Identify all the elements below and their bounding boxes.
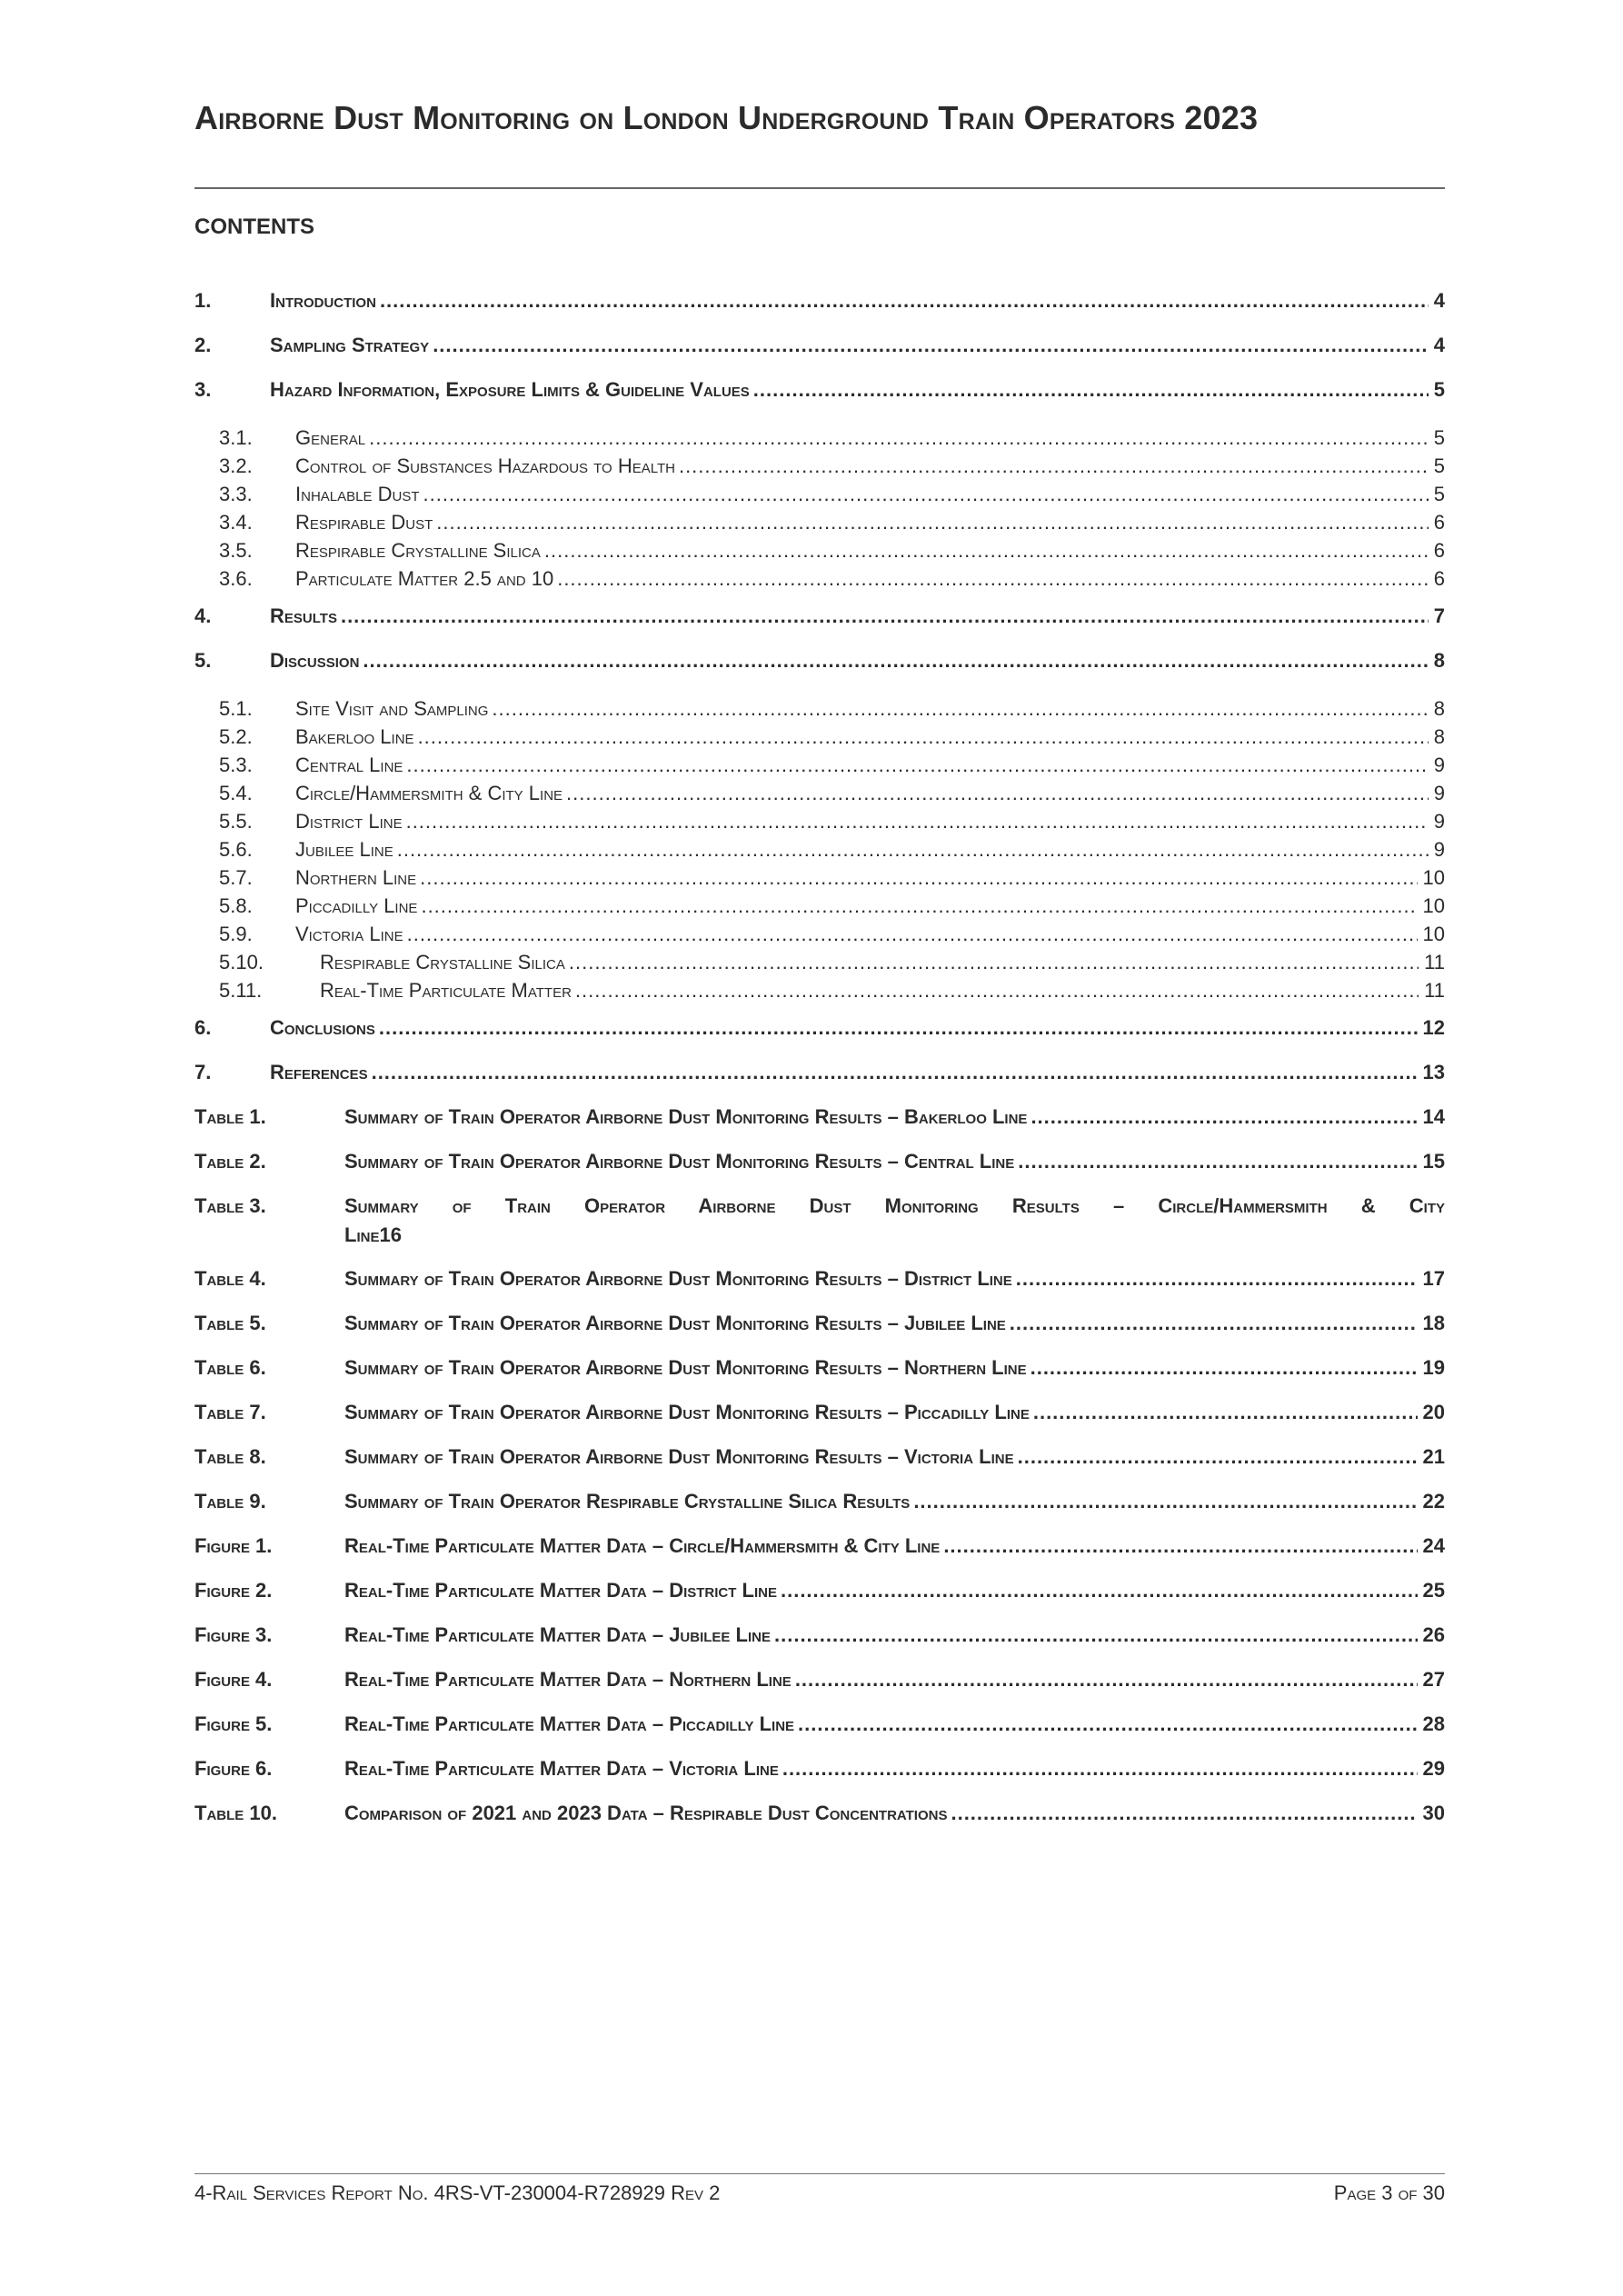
toc-entry-number: Table 9. xyxy=(194,1490,266,1512)
toc-entry-number: 5. xyxy=(194,649,212,672)
toc-entry-page: 10 xyxy=(1422,894,1445,917)
dot-leader xyxy=(397,838,1429,862)
title-divider xyxy=(194,187,1445,189)
toc-entry-label: Victoria Line xyxy=(295,923,403,945)
toc-entry-number: Table 1. xyxy=(194,1105,266,1128)
toc-entry-label: Real-Time Particulate Matter Data – District Line xyxy=(344,1579,777,1602)
toc-entry-page: 30 xyxy=(1422,1802,1445,1824)
toc-entry-label: Real-Time Particulate Matter Data – Circle/Hammersmith & City Line xyxy=(344,1534,941,1557)
toc-entry-number: 5.6. xyxy=(219,838,253,861)
toc-entry-number: 5.5. xyxy=(219,810,253,833)
toc-entry-label: Particulate Matter 2.5 and 10 xyxy=(295,567,554,590)
toc-entry-page: 9 xyxy=(1433,838,1445,861)
toc-entry-label: Summary of Train Operator Airborne Dust Monitoring Results – Jubilee Line xyxy=(344,1312,1006,1334)
toc-entry-page: 8 xyxy=(1433,725,1445,748)
toc-entry-label: Discussion xyxy=(270,649,360,672)
dot-leader xyxy=(575,979,1419,1003)
toc-entry-page: 8 xyxy=(1433,649,1445,672)
toc-entry-page: 16 xyxy=(379,1223,402,1246)
toc-figure-3[interactable] xyxy=(194,1623,1445,1668)
document-page xyxy=(194,0,1445,2296)
dot-leader xyxy=(406,754,1428,777)
toc-entry-page: 13 xyxy=(1422,1061,1445,1083)
toc-table-6[interactable] xyxy=(194,1356,1445,1401)
toc-subentry-coshh[interactable] xyxy=(194,454,1445,483)
toc-entry-number: Table 7. xyxy=(194,1401,266,1423)
toc-entry-label: Northern Line xyxy=(295,866,417,889)
toc-entry-number: Table 5. xyxy=(194,1312,266,1334)
footer-page-number: Page 3 of 30 xyxy=(1333,2181,1445,2204)
toc-entry-label: Summary of Train Operator Airborne Dust Monitoring Results – Victoria Line xyxy=(344,1445,1014,1468)
toc-entry-number: 5.7. xyxy=(219,866,253,889)
toc-entry-page: 18 xyxy=(1422,1312,1445,1334)
toc-entry-label: Conclusions xyxy=(270,1016,375,1039)
toc-entry-label: Inhalable Dust xyxy=(295,483,420,505)
footer-divider xyxy=(194,2173,1445,2174)
toc-entry-label: Comparison of 2021 and 2023 Data – Respirable Dust Concentrations xyxy=(344,1802,948,1824)
dot-leader xyxy=(418,725,1429,749)
toc-entry-label: Introduction xyxy=(270,289,376,312)
toc-entry-conclusions[interactable] xyxy=(194,1016,1445,1061)
toc-entry-label: Summary of Train Operator Airborne Dust Monitoring Results – District Line xyxy=(344,1267,1012,1290)
toc-entry-number: 5.8. xyxy=(219,894,253,917)
toc-entry-page: 5 xyxy=(1433,454,1445,477)
toc-entry-discussion[interactable] xyxy=(194,649,1445,694)
toc-entry-page: 4 xyxy=(1433,289,1445,312)
toc-entry-number: Figure 2. xyxy=(194,1579,273,1602)
toc-figure-1[interactable] xyxy=(194,1534,1445,1579)
toc-table-5[interactable] xyxy=(194,1312,1445,1356)
toc-subentry-rcs[interactable] xyxy=(194,539,1445,567)
toc-subentry-inhalable-dust[interactable] xyxy=(194,483,1445,511)
dot-leader xyxy=(557,567,1429,591)
dot-leader xyxy=(1033,1401,1418,1424)
toc-entry-number: Table 2. xyxy=(194,1150,266,1173)
toc-subentry-real-time-pm[interactable] xyxy=(194,979,1445,1007)
toc-entry-number: Figure 4. xyxy=(194,1668,273,1691)
toc-entry-references[interactable] xyxy=(194,1061,1445,1105)
toc-entry-page: 6 xyxy=(1433,511,1445,534)
toc-entry-label: Site Visit and Sampling xyxy=(295,697,489,720)
toc-entry-number: Figure 6. xyxy=(194,1757,273,1780)
toc-entry-label: Real-Time Particulate Matter Data – Northern Line xyxy=(344,1668,792,1691)
toc-entry-number: 5.3. xyxy=(219,754,253,776)
toc-subentry-district[interactable] xyxy=(194,810,1445,838)
toc-entry-label: Summary of Train Operator Airborne Dust Monitoring Results – Bakerloo Line xyxy=(344,1105,1028,1128)
toc-entry-label-continued: Line xyxy=(344,1223,380,1246)
toc-subentry-general[interactable] xyxy=(194,426,1445,454)
toc-entry-label: Results xyxy=(270,604,337,627)
dot-leader xyxy=(380,289,1429,313)
toc-table-7[interactable] xyxy=(194,1401,1445,1445)
dot-leader xyxy=(782,1757,1418,1781)
toc-figure-2[interactable] xyxy=(194,1579,1445,1623)
dot-leader xyxy=(913,1490,1417,1513)
toc-entry-label: Real-Time Particulate Matter Data – Piccadilly Line xyxy=(344,1712,795,1735)
toc-subentry-northern[interactable] xyxy=(194,866,1445,894)
dot-leader xyxy=(1018,1150,1417,1173)
dot-leader xyxy=(943,1534,1417,1558)
toc-entry-page: 7 xyxy=(1433,604,1445,627)
toc-entry-label: Summary of Train Operator Respirable Crystalline Silica Results xyxy=(344,1490,911,1512)
table-of-contents xyxy=(194,289,1445,1846)
toc-entry-number: 5.2. xyxy=(219,725,253,748)
toc-entry-number: 4. xyxy=(194,604,212,627)
toc-entry-page: 19 xyxy=(1422,1356,1445,1379)
toc-entry-page: 6 xyxy=(1433,539,1445,562)
toc-subsections-3 xyxy=(194,423,1445,604)
toc-entry-label: Respirable Crystalline Silica xyxy=(320,951,565,973)
toc-figure-5[interactable] xyxy=(194,1712,1445,1757)
toc-subentry-victoria[interactable] xyxy=(194,923,1445,951)
toc-subentry-respirable-dust[interactable] xyxy=(194,511,1445,539)
toc-entry-number: 5.1. xyxy=(219,697,253,720)
toc-table-9[interactable] xyxy=(194,1490,1445,1534)
toc-figure-4[interactable] xyxy=(194,1668,1445,1712)
dot-leader xyxy=(436,511,1428,534)
dot-leader xyxy=(781,1579,1418,1602)
toc-entry-number: 2. xyxy=(194,334,212,356)
toc-entry-page: 10 xyxy=(1422,923,1445,945)
toc-entry-number: Table 8. xyxy=(194,1445,266,1468)
toc-entry-page: 14 xyxy=(1422,1105,1445,1128)
toc-entry-hazard-information[interactable] xyxy=(194,378,1445,423)
toc-entry-number: 3.5. xyxy=(219,539,253,562)
toc-entry-label: Summary of Train Operator Airborne Dust Monitoring Results – Central Line xyxy=(344,1150,1015,1173)
dot-leader xyxy=(1018,1445,1418,1469)
toc-entry-label: Circle/Hammersmith & City Line xyxy=(295,782,563,804)
toc-entry-label: Summary of Train Operator Airborne Dust Monitoring Results – Northern Line xyxy=(344,1356,1027,1379)
toc-entry-label: Summary of Train Operator Airborne Dust Monitoring Results – Circle/Hammersmith & City xyxy=(344,1194,1445,1217)
dot-leader xyxy=(341,604,1429,628)
dot-leader xyxy=(566,782,1429,805)
toc-entry-page: 24 xyxy=(1422,1534,1445,1557)
dot-leader xyxy=(798,1712,1417,1736)
toc-entry-number: 3.4. xyxy=(219,511,253,534)
dot-leader xyxy=(1016,1267,1418,1291)
toc-entry-page: 11 xyxy=(1424,979,1445,1002)
toc-entry-page: 20 xyxy=(1422,1401,1445,1423)
dot-leader xyxy=(795,1668,1418,1692)
toc-entry-page: 9 xyxy=(1433,782,1445,804)
toc-entry-page: 25 xyxy=(1422,1579,1445,1602)
dot-leader xyxy=(544,539,1429,563)
dot-leader xyxy=(433,334,1429,357)
toc-entry-number: Table 3. xyxy=(194,1194,266,1217)
dot-leader xyxy=(407,923,1418,946)
toc-entry-page: 22 xyxy=(1422,1490,1445,1512)
toc-entry-page: 5 xyxy=(1433,426,1445,449)
toc-table-1[interactable] xyxy=(194,1105,1445,1150)
toc-table-8[interactable] xyxy=(194,1445,1445,1490)
dot-leader xyxy=(679,454,1429,478)
toc-entry-number: Table 4. xyxy=(194,1267,266,1290)
document-title: Airborne Dust Monitoring on London Underground Train Operators 2023 xyxy=(194,99,1259,136)
toc-entry-label: Hazard Information, Exposure Limits & Guideline Values xyxy=(270,378,750,401)
toc-subentry-piccadilly[interactable] xyxy=(194,894,1445,923)
toc-table-4[interactable] xyxy=(194,1267,1445,1312)
toc-entry-label: Respirable Dust xyxy=(295,511,433,534)
dot-leader xyxy=(423,483,1428,506)
toc-entry-label: Real-Time Particulate Matter Data – Victoria Line xyxy=(344,1757,779,1780)
dot-leader xyxy=(420,866,1417,890)
toc-subentry-bakerloo[interactable] xyxy=(194,725,1445,754)
dot-leader xyxy=(379,1016,1418,1040)
dot-leader xyxy=(372,1061,1418,1084)
toc-entry-number: 6. xyxy=(194,1016,212,1039)
toc-table-3[interactable] xyxy=(194,1194,1445,1267)
dot-leader xyxy=(753,378,1429,402)
contents-heading: CONTENTS xyxy=(194,215,314,239)
dot-leader xyxy=(1031,1356,1418,1380)
toc-entry-number: Table 6. xyxy=(194,1356,266,1379)
dot-leader xyxy=(569,951,1419,974)
toc-entry-label: General xyxy=(295,426,366,449)
toc-entry-label: Central Line xyxy=(295,754,403,776)
toc-table-10[interactable] xyxy=(194,1802,1445,1846)
toc-entry-label: Sampling Strategy xyxy=(270,334,430,356)
toc-figure-6[interactable] xyxy=(194,1757,1445,1802)
toc-entry-number: 3. xyxy=(194,378,212,401)
dot-leader xyxy=(369,426,1429,450)
dot-leader xyxy=(363,649,1428,673)
toc-entry-label: Control of Substances Hazardous to Health xyxy=(295,454,675,477)
dot-leader xyxy=(406,810,1429,834)
toc-entry-label: Respirable Crystalline Silica xyxy=(295,539,541,562)
toc-entry-page: 8 xyxy=(1433,697,1445,720)
toc-entry-number: 5.9. xyxy=(219,923,253,945)
toc-entry-number: 7. xyxy=(194,1061,212,1083)
dot-leader xyxy=(774,1623,1418,1647)
toc-entry-number: 3.2. xyxy=(219,454,253,477)
toc-subentry-jubilee[interactable] xyxy=(194,838,1445,866)
toc-entry-number: 5.10. xyxy=(219,951,264,973)
toc-entry-page: 21 xyxy=(1422,1445,1445,1468)
toc-entry-label: Piccadilly Line xyxy=(295,894,418,917)
toc-table-2[interactable] xyxy=(194,1150,1445,1194)
toc-entry-page: 27 xyxy=(1422,1668,1445,1691)
toc-entry-sampling-strategy[interactable] xyxy=(194,334,1445,378)
toc-entry-number: 1. xyxy=(194,289,212,312)
dot-leader xyxy=(951,1802,1417,1825)
toc-entry-page: 26 xyxy=(1422,1623,1445,1646)
toc-entry-page: 5 xyxy=(1433,483,1445,505)
dot-leader xyxy=(492,697,1428,721)
toc-entry-number: Figure 5. xyxy=(194,1712,273,1735)
dot-leader xyxy=(421,894,1417,918)
toc-entry-page: 11 xyxy=(1424,951,1445,973)
toc-entry-number: 5.11. xyxy=(219,979,263,1002)
toc-entry-page: 29 xyxy=(1422,1757,1445,1780)
toc-entry-page: 5 xyxy=(1433,378,1445,401)
toc-entry-label: Jubilee Line xyxy=(295,838,393,861)
toc-entry-number: Table 10. xyxy=(194,1802,277,1824)
toc-entry-page: 4 xyxy=(1433,334,1445,356)
toc-entry-label: Summary of Train Operator Airborne Dust Monitoring Results – Piccadilly Line xyxy=(344,1401,1030,1423)
toc-entry-number: 5.4. xyxy=(219,782,253,804)
toc-entry-introduction[interactable] xyxy=(194,289,1445,334)
toc-entry-number: 3.3. xyxy=(219,483,253,505)
toc-entry-label: District Line xyxy=(295,810,403,833)
toc-subentry-circle-hammersmith[interactable] xyxy=(194,782,1445,810)
toc-entry-page: 9 xyxy=(1433,810,1445,833)
toc-entry-page: 15 xyxy=(1422,1150,1445,1173)
toc-entry-label: Bakerloo Line xyxy=(295,725,414,748)
toc-subentry-site-visit[interactable] xyxy=(194,697,1445,725)
toc-entry-page: 17 xyxy=(1422,1267,1445,1290)
toc-entry-label: References xyxy=(270,1061,368,1083)
dot-leader xyxy=(1010,1312,1418,1335)
toc-subentry-rcs-discussion[interactable] xyxy=(194,951,1445,979)
toc-entry-page: 9 xyxy=(1433,754,1445,776)
toc-entry-number: 3.6. xyxy=(219,567,253,590)
toc-subentry-central[interactable] xyxy=(194,754,1445,782)
toc-entry-number: Figure 1. xyxy=(194,1534,273,1557)
toc-entry-number: Figure 3. xyxy=(194,1623,273,1646)
footer-report-number: 4-Rail Services Report No. 4RS-VT-230004-R728929 Rev 2 xyxy=(194,2181,721,2204)
toc-entry-label: Real-Time Particulate Matter Data – Jubilee Line xyxy=(344,1623,771,1646)
toc-entry-page: 28 xyxy=(1422,1712,1445,1735)
toc-subsections-5 xyxy=(194,694,1445,1016)
toc-entry-page: 6 xyxy=(1433,567,1445,590)
dot-leader xyxy=(1031,1105,1417,1129)
toc-entry-page: 12 xyxy=(1422,1016,1445,1039)
toc-entry-number: 3.1. xyxy=(219,426,253,449)
toc-entry-line2 xyxy=(344,1223,1445,1247)
toc-entry-label: Real-Time Particulate Matter xyxy=(320,979,572,1002)
toc-entry-body xyxy=(344,1194,1445,1267)
toc-entry-page: 10 xyxy=(1422,866,1445,889)
toc-entry-results[interactable] xyxy=(194,604,1445,649)
toc-subentry-pm[interactable] xyxy=(194,567,1445,595)
